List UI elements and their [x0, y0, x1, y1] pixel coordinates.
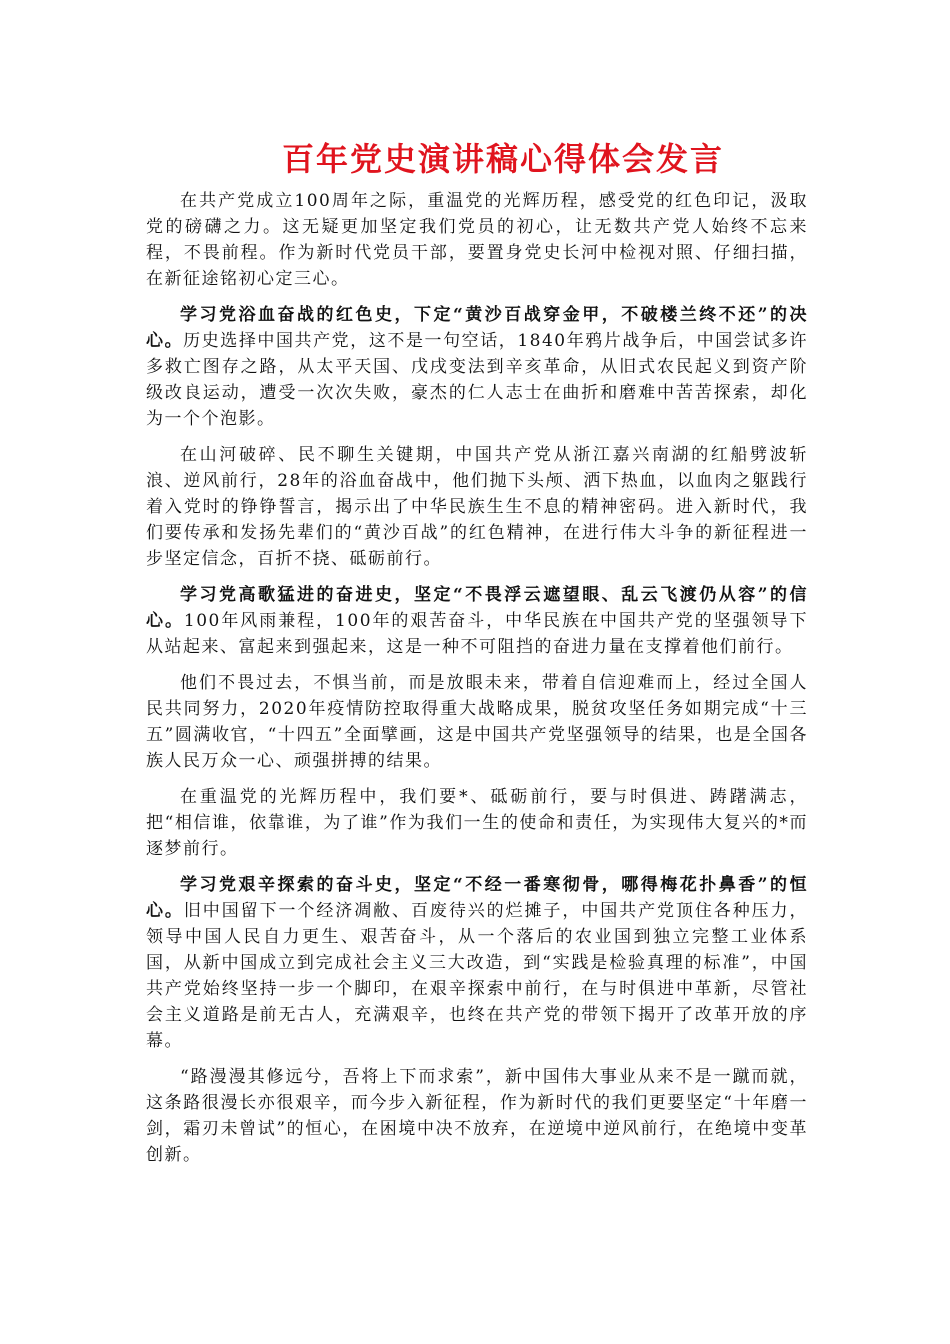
- paragraph-text: 历史选择中国共产党，这不是一句空话，1840年鸦片战争后，中国尝试多许多救亡图存之路，从太平天国、戊戌变法到辛亥革命，从旧式农民起义到资产阶级改良运动，遭受一次次失败，豪杰的仁人志士在曲折和磨难中苦苦探索，却化为一个个泡影。: [146, 331, 809, 429]
- paragraph-text: 旧中国留下一个经济凋敝、百废待兴的烂摊子，中国共产党顶住各种压力，领导中国人民自力更生、艰苦奋斗，从一个落后的农业国到独立完整工业体系国，从新中国成立到完成社会主义三大改造，到“实践是检验真理的标准”，中国共产党始终坚持一步一个脚印，在艰辛探索中前行，在与时俱进中革新，尽管社会主义道路是前无古人，充满艰辛，也终在共产党的带领下揭开了改革开放的序幕。: [146, 901, 809, 1051]
- paragraph-lead: 学习党高歌猛进的奋进史，坚定“不畏浮云遮望眼、乱云飞渡仍从容”的信心。: [146, 585, 808, 631]
- paragraph-lead: 学习党艰辛探索的奋斗史，坚定“不经一番寒彻骨，哪得梅花扑鼻香”的恒心。: [146, 875, 808, 921]
- paragraph-text: 在山河破碎、民不聊生关键期，中国共产党从浙江嘉兴南湖的红船劈波斩浪、逆风前行，28年的浴血奋战中，他们抛下头颅、洒下热血，以血肉之躯践行着入党时的铮铮誓言，揭示出了中华民族生生不息的精神密码。进入新时代，我们要传承和发扬先辈们的“黄沙百战”的红色精神，在进行伟大斗争的新征程进一步坚定信念，百折不挠、砥砺前行。: [146, 445, 808, 569]
- paragraph-text: 100年风雨兼程，100年的艰苦奋斗，中华民族在中国共产党的坚强领导下从站起来、富起来到强起来，这是一种不可阻挡的奋进力量在支撑着他们前行。: [146, 611, 808, 657]
- paragraph-2: [146, 302, 808, 432]
- paragraph-1: [146, 188, 808, 292]
- paragraph-text: 在共产党成立100周年之际，重温党的光辉历程，感受党的红色印记，汲取党的磅礴之力。这无疑更加坚定我们党员的初心，让无数共产党人始终不忘来程，不畏前程。作为新时代党员干部，要置身党史长河中检视对照、仔细扫描，在新征途铭初心定三心。: [146, 191, 808, 289]
- paragraph-6: [146, 784, 808, 862]
- paragraph-7: [146, 872, 808, 1054]
- paragraph-4: [146, 582, 808, 660]
- paragraph-text: 在重温党的光辉历程中，我们要*、砥砺前行，要与时俱进、踌躇满志，把“相信谁，依靠谁，为了谁”作为我们一生的使命和责任，为实现伟大复兴的*而逐梦前行。: [146, 787, 808, 859]
- document-title: 百年党史演讲稿心得体会发言: [281, 140, 724, 178]
- paragraph-lead: 学习党浴血奋战的红色史，下定“黄沙百战穿金甲，不破楼兰终不还”的决心。: [146, 305, 808, 351]
- paragraph-8: [146, 1064, 808, 1168]
- paragraph-5: [146, 670, 808, 774]
- paragraph-3: [146, 442, 808, 572]
- paragraph-text: “路漫漫其修远兮，吾将上下而求索”，新中国伟大事业从来不是一蹴而就，这条路很漫长亦很艰辛，而今步入新征程，作为新时代的我们更要坚定“十年磨一剑，霜刃未曾试”的恒心，在困境中决不放弃，在逆境中逆风前行，在绝境中变革创新。: [146, 1067, 808, 1165]
- paragraph-text: 他们不畏过去，不惧当前，而是放眼未来，带着自信迎难而上，经过全国人民共同努力，2020年疫情防控取得重大战略成果，脱贫攻坚任务如期完成“十三五”圆满收官，“十四五”全面擘画，这是中国共产党坚强领导的结果，也是全国各族人民万众一心、顽强拼搏的结果。: [146, 673, 808, 771]
- document-page: [146, 136, 808, 1178]
